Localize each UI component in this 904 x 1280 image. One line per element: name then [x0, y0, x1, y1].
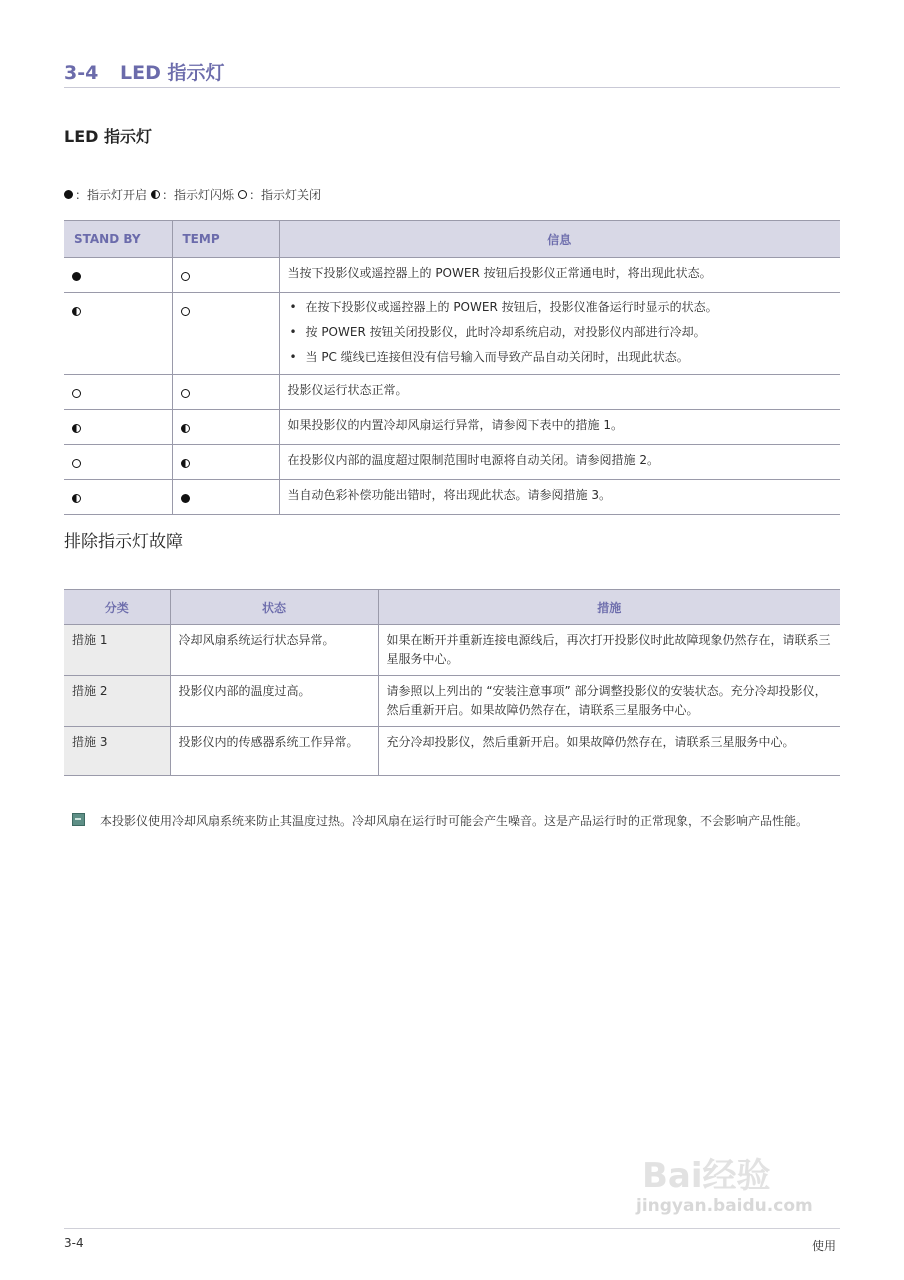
standby-cell	[64, 293, 172, 375]
info-cell: 投影仪运行状态正常。	[279, 375, 840, 410]
header-category: 分类	[64, 590, 170, 625]
section-title	[64, 60, 840, 88]
standby-cell	[64, 375, 172, 410]
info-bullet: • 当 PC 缆线已连接但没有信号输入而导致产品自动关闭时，出现此状态。	[288, 345, 833, 370]
legend-label: ：指示灯开启	[75, 187, 148, 202]
led-status-table	[64, 220, 840, 515]
led-blink-icon	[181, 459, 190, 468]
header-standby: STAND BY	[64, 221, 172, 258]
action-cell: 请参照以上列出的 “安装注意事项” 部分调整投影仪的安装状态。充分冷却投影仪，然后重新开启。如果故障仍然存在，请联系三星服务中心。	[378, 676, 840, 727]
temp-cell	[172, 480, 279, 515]
note-text: 本投影仪使用冷却风扇系统来防止其温度过热。冷却风扇在运行时可能会产生噪音。这是产品运行时的正常现象，不会影响产品性能。	[100, 814, 809, 828]
trouble-heading: 排除指示灯故障	[64, 532, 183, 552]
led-blink-icon	[181, 424, 190, 433]
standby-cell	[64, 410, 172, 445]
legend-label: ：指示灯关闭	[249, 187, 322, 202]
temp-cell	[172, 375, 279, 410]
trouble-table-row	[64, 625, 840, 676]
legend-label: ：指示灯闪烁	[162, 187, 235, 202]
info-bullet-list	[288, 295, 833, 370]
footer-page-number: 3-4	[64, 1236, 84, 1250]
standby-cell	[64, 480, 172, 515]
info-cell: 在投影仪内部的温度超过限制范围时电源将自动关闭。请参阅措施 2。	[279, 445, 840, 480]
category-cell: 措施 1	[64, 625, 170, 676]
trouble-table	[64, 589, 840, 776]
temp-cell	[172, 293, 279, 375]
led-table-row	[64, 410, 840, 445]
temp-cell	[172, 258, 279, 293]
trouble-table-header	[64, 590, 840, 625]
header-action: 措施	[378, 590, 840, 625]
led-off-icon	[181, 272, 190, 281]
led-off-icon	[181, 307, 190, 316]
led-on-icon	[72, 272, 81, 281]
note-icon	[72, 813, 85, 826]
trouble-table-row	[64, 676, 840, 727]
action-cell: 如果在断开并重新连接电源线后，再次打开投影仪时此故障现象仍然存在，请联系三星服务中心。	[378, 625, 840, 676]
section-number: 3-4	[64, 62, 99, 84]
temp-cell	[172, 410, 279, 445]
temp-cell	[172, 445, 279, 480]
header-temp: TEMP	[172, 221, 279, 258]
led-off-icon	[72, 389, 81, 398]
led-table-row	[64, 293, 840, 375]
note	[72, 812, 840, 830]
header-status: 状态	[170, 590, 378, 625]
led-off-icon	[72, 459, 81, 468]
watermark	[636, 1156, 813, 1216]
trouble-table-row	[64, 727, 840, 776]
led-blink-icon	[72, 424, 81, 433]
led-off-icon	[181, 389, 190, 398]
status-cell: 冷却风扇系统运行状态异常。	[170, 625, 378, 676]
led-on-icon	[64, 190, 73, 199]
section-name: LED 指示灯	[120, 62, 225, 84]
led-legend	[64, 186, 325, 203]
info-cell: 当按下投影仪或遥控器上的 POWER 按钮后投影仪正常通电时，将出现此状态。	[279, 258, 840, 293]
status-cell: 投影仪内的传感器系统工作异常。	[170, 727, 378, 776]
status-cell: 投影仪内部的温度过高。	[170, 676, 378, 727]
info-cell: 当自动色彩补偿功能出错时，将出现此状态。请参阅措施 3。	[279, 480, 840, 515]
info-cell: 如果投影仪的内置冷却风扇运行异常，请参阅下表中的措施 1。	[279, 410, 840, 445]
footer-divider	[64, 1228, 840, 1229]
category-cell: 措施 2	[64, 676, 170, 727]
standby-cell	[64, 445, 172, 480]
watermark-logo: Bai经验	[642, 1156, 771, 1196]
led-blink-icon	[72, 494, 81, 503]
watermark-url: jingyan.baidu.com	[636, 1196, 813, 1216]
led-table-row	[64, 445, 840, 480]
info-bullet: • 在按下投影仪或遥控器上的 POWER 按钮后，投影仪准备运行时显示的状态。	[288, 295, 833, 320]
led-off-icon	[238, 190, 247, 199]
led-blink-icon	[151, 190, 160, 199]
led-on-icon	[181, 494, 190, 503]
led-blink-icon	[72, 307, 81, 316]
led-heading: LED 指示灯	[64, 127, 152, 146]
standby-cell	[64, 258, 172, 293]
info-bullet: • 按 POWER 按钮关闭投影仪，此时冷却系统启动，对投影仪内部进行冷却。	[288, 320, 833, 345]
info-cell	[279, 293, 840, 375]
category-cell: 措施 3	[64, 727, 170, 776]
led-table-header	[64, 221, 840, 258]
action-cell: 充分冷却投影仪，然后重新开启。如果故障仍然存在，请联系三星服务中心。	[378, 727, 840, 776]
led-table-row	[64, 480, 840, 515]
led-table-row	[64, 375, 840, 410]
led-table-row	[64, 258, 840, 293]
header-info: 信息	[279, 221, 840, 258]
footer-section: 使用	[812, 1239, 837, 1253]
